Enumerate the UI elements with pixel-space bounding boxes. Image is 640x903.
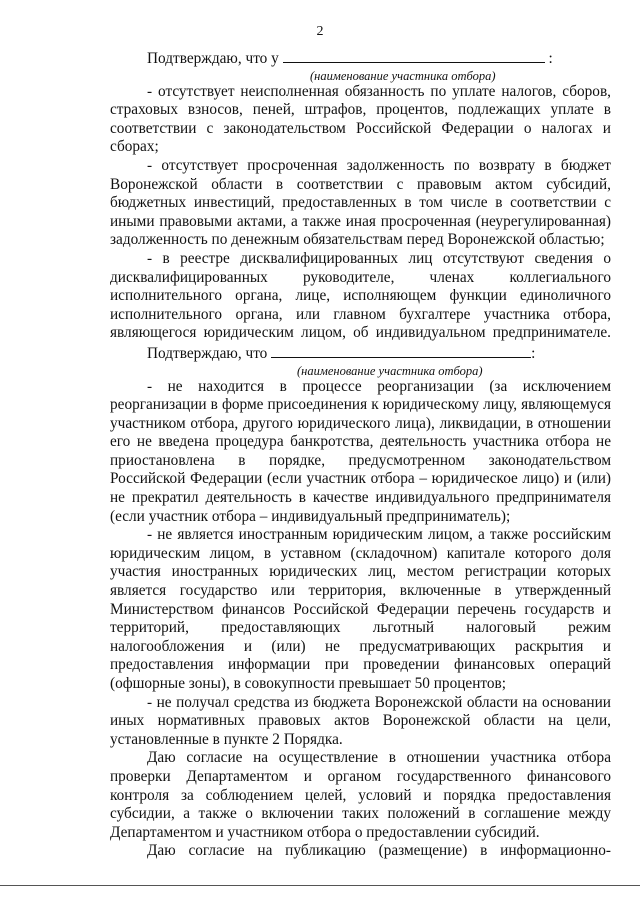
participant-name-field[interactable]: [283, 48, 545, 63]
confirm-label: Подтверждаю, что у: [147, 50, 279, 67]
field-caption: (наименование участника отбора): [310, 68, 496, 83]
page-bottom-divider: [0, 885, 640, 886]
consent-paragraph: Даю согласие на публикацию (размещение) в информационно-: [147, 842, 611, 860]
list-item: - не находится в процессе реорганизации (за исключением реорганизации в форме присоединения к юридическому лицу, являющемуся участником отбора, другого юридического лица), ликвидации, в отношении его не введена процедура банкротства, деятельность участника отбора не приостановлена в порядке, предусмотренном законодательством Российской Федерации (если участник отбора – юридическое лицо) и (или) не прекратил деятельность в качестве индивидуального предпринимателя (если участник отбора – индивидуальный предприниматель);: [110, 377, 611, 525]
participant-name-field[interactable]: [271, 343, 531, 358]
list-item: - не является иностранным юридическим лицом, а также российским юридическим лицом, в уставном (складочном) капитале которого доля участия иностранных юридических лиц, местом регистрации которых является государство или территория, включенные в утвержденный Министерством финансов Российской Федерации перечень государств и территорий, предоставляющих льготный налоговый режим налогообложения и (или) не предусматривающих раскрытия и предоставления информации при проведении финансовых операций (офшорные зоны), в совокупности превышает 50 процентов;: [110, 526, 611, 692]
confirm-line-1: [110, 48, 611, 69]
list-item: - отсутствует неисполненная обязанность по уплате налогов, сборов, страховых взносов, пеней, штрафов, процентов, подлежащих уплате в соответствии с законодательством Российской Федерации о налогах и сборах;: [110, 82, 611, 156]
list-item: - не получал средства из бюджета Воронежской области на основании иных нормативных правовых актов Воронежской области на цели, установленные в пункте 2 Порядка.: [110, 693, 611, 748]
confirm-label: Подтверждаю, что: [147, 344, 268, 362]
list-item: - в реестре дисквалифицированных лиц отсутствуют сведения о дисквалифицированных руководителе, членах коллегиального исполнительного органа, лице, исполняющем функции единоличного исполнительного органа, или главном бухгалтере участника отбора, являющегося юридическим лицом, об индивидуальном предпринимателе.: [110, 249, 611, 342]
document-body: [110, 48, 611, 861]
field-caption: (наименование участника отбора): [297, 363, 483, 378]
consent-paragraph: Даю согласие на осуществление в отношении участника отбора проверки Департаментом и органом государственного финансового контроля за соблюдением целей, условий и порядка предоставления субсидии, а также о включении таких положений в соглашение между Департаментом и участником отбора о предоставлении субсидий.: [110, 749, 611, 841]
colon: :: [531, 344, 536, 362]
page-number: 2: [316, 24, 324, 39]
list-item: - отсутствует просроченная задолженность по возврату в бюджет Воронежской области в соответствии с правовым актом субсидий, бюджетных инвестиций, предоставленных в том числе в соответствии с иными правовыми актами, а также иная просроченная (неурегулированная) задолженность по денежным обязательствам перед Воронежской областью;: [110, 156, 611, 249]
colon: :: [548, 50, 553, 67]
confirm-line-2: [110, 343, 611, 364]
